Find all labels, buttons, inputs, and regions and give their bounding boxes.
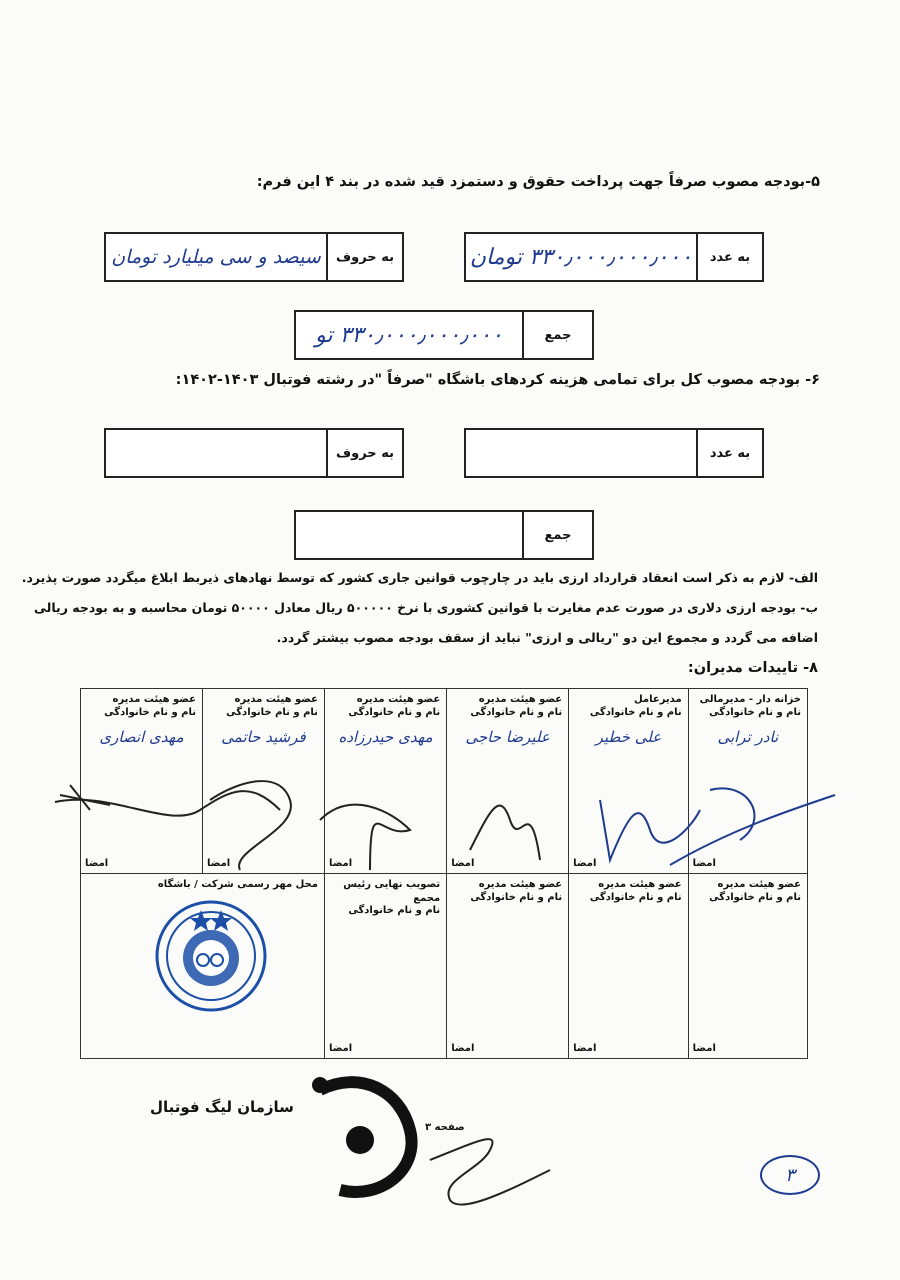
signature-label: امضا — [451, 1043, 475, 1054]
name-label: نام و نام خانوادگی — [709, 706, 801, 718]
note-b-line1: ب- بودجه ارزی دلاری در صورت عدم مغایرت با قوانین کشوری با نرخ ۵۰۰۰۰۰ ریال معادل ۵۰۰۰۰ تومان محاسبه و به بودجه ریالی — [33, 600, 818, 615]
name-label: نام و نام خانوادگی — [589, 891, 682, 903]
handwritten-name: علیرضا حاجی — [465, 727, 550, 746]
approval-cell-board-5 — [688, 874, 807, 1059]
name-label: نام و نام خانوادگی — [348, 905, 441, 916]
by-number-label: به عدد — [696, 234, 762, 280]
section6-number-box — [464, 428, 764, 478]
club-stamp-icon — [151, 896, 271, 1016]
section6-heading: ۶- بودجه مصوب کل برای تمامی هزینه کردهای باشگاه "صرفاً "در رشته فوتبال ۱۴۰۳-۱۴۰۲: — [175, 372, 820, 388]
league-logo-icon — [300, 1070, 440, 1210]
section5-letters-box — [104, 232, 404, 282]
signature-label: امضا — [573, 858, 597, 869]
handwritten-name: علی خطیر — [595, 727, 662, 746]
signature-scribbles — [50, 770, 840, 880]
approval-cell-stamp — [81, 874, 325, 1059]
role-label: عضو هیئت مدیره — [717, 879, 801, 890]
stamp-area-label: محل مهر رسمی شرکت / باشگاه — [157, 879, 318, 890]
handwritten-name: مهدی حیدرزاده — [338, 727, 433, 746]
by-letters-value: سیصد و سی میلیارد تومان — [111, 246, 321, 268]
name-label: نام و نام خانوادگی — [348, 706, 441, 718]
section8-heading: ۸- تاییدات مدیران: — [687, 660, 818, 676]
note-b-line2: اضافه می گردد و مجموع این دو "ریالی و ارزی" نباید از سقف بودجه مصوب بیشتر گردد. — [276, 630, 818, 645]
by-letters-label: به حروف — [326, 234, 402, 280]
footer-org-label: سازمان لیگ فوتبال — [150, 1098, 294, 1116]
name-label: نام و نام خانوادگی — [470, 891, 563, 903]
page-number: صفحه ۳ — [425, 1122, 465, 1133]
total-value: ۳۳۰٫۰۰۰٫۰۰۰٫۰۰۰ تو — [315, 322, 503, 348]
role-label: عضو هیئت مدیره — [356, 694, 441, 705]
signature-label: امضا — [692, 858, 716, 869]
by-number-value: ۳۳۰٫۰۰۰٫۰۰۰٫۰۰۰ تومان — [469, 244, 693, 270]
role-label: عضو هیئت مدیره — [598, 879, 682, 890]
role-label: عضو هیئت مدیره — [478, 879, 563, 890]
handwritten-name: مهدی انصاری — [99, 727, 184, 746]
approval-cell-assembly-chair — [324, 874, 446, 1059]
role-label: عضو هیئت مدیره — [478, 694, 563, 705]
role-label: عضو هیئت مدیره — [234, 694, 318, 705]
role-label: خزانه دار - مدیرمالی — [699, 694, 801, 705]
name-label: نام و نام خانوادگی — [470, 706, 563, 718]
signature-label: امضا — [451, 858, 475, 869]
name-label: نام و نام خانوادگی — [589, 706, 682, 718]
name-label: نام و نام خانوادگی — [226, 706, 318, 718]
signature-label: امضا — [328, 858, 353, 869]
role-label: مدیرعامل — [633, 694, 682, 705]
name-label: نام و نام خانوادگی — [709, 891, 801, 903]
section5-heading: ۵-بودجه مصوب صرفاً جهت پرداخت حقوق و دستمزد قید شده در بند ۴ این فرم: — [256, 174, 820, 190]
role-label-line2: مجمع — [413, 892, 441, 904]
role-label: تصویب نهایی رئیس — [343, 879, 441, 890]
section6-letters-box — [104, 428, 404, 478]
approval-cell-board-6 — [569, 874, 689, 1059]
handwritten-page-mark: ۳ — [760, 1155, 820, 1195]
signature-label: امضا — [328, 1043, 353, 1054]
by-number-label: به عدد — [696, 430, 762, 476]
footer-signature — [420, 1130, 560, 1220]
total-label: جمع — [522, 512, 592, 558]
note-a: الف- لازم به ذکر است انعقاد قرارداد ارزی باید در چارچوب قوانین جاری کشور که توسط نهادهای ذیربط ابلاغ میگردد صورت پذیرد. — [21, 570, 818, 585]
by-letters-label: به حروف — [326, 430, 402, 476]
name-label: نام و نام خانوادگی — [104, 706, 196, 718]
approval-cell-board-7 — [447, 874, 569, 1059]
handwritten-name: فرشید حاتمی — [221, 727, 306, 746]
signature-label: امضا — [85, 858, 109, 869]
total-label: جمع — [522, 312, 592, 358]
role-label: عضو هیئت مدیره — [112, 694, 196, 705]
approvals-row-2 — [81, 874, 808, 1059]
section6-total-box — [294, 510, 594, 560]
signature-label: امضا — [207, 858, 231, 869]
section5-total-box — [294, 310, 594, 360]
handwritten-name: نادر ترابی — [717, 727, 779, 746]
section5-number-box — [464, 232, 764, 282]
signature-label: امضا — [692, 1043, 716, 1054]
signature-label: امضا — [573, 1043, 597, 1054]
